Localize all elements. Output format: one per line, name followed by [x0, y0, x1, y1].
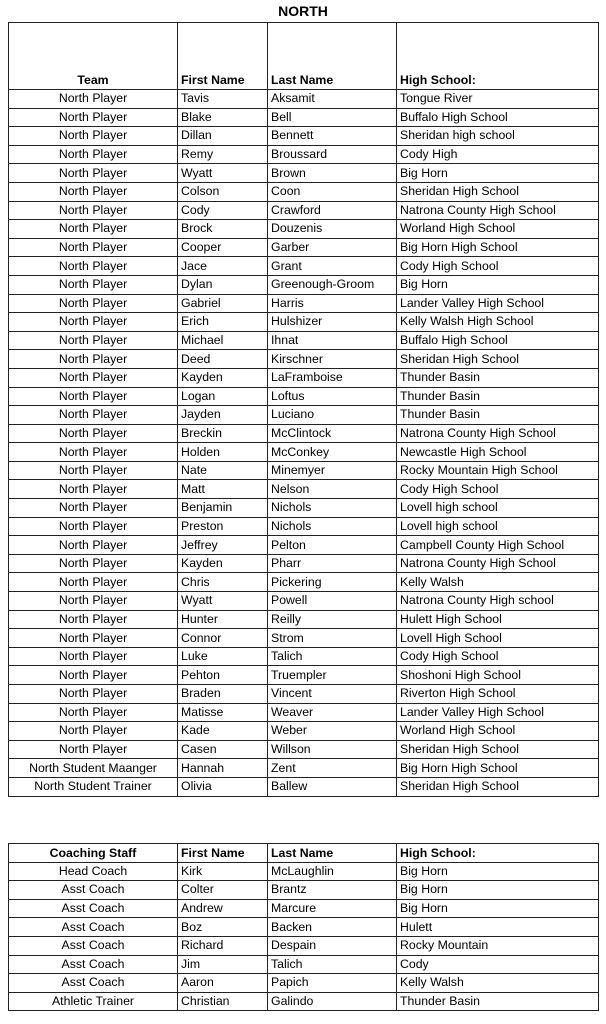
cell-last-name: Harris: [268, 294, 397, 313]
table-row: [9, 220, 599, 239]
cell-first-name: Breckin: [178, 424, 268, 443]
table-row: [9, 955, 599, 974]
table-row: [9, 127, 599, 146]
cell-role: North Player: [9, 573, 178, 592]
cell-role: Asst Coach: [9, 881, 178, 900]
header-high-school: High School:: [397, 844, 599, 863]
cell-first-name: Jeffrey: [178, 536, 268, 555]
cell-role: North Player: [9, 90, 178, 109]
cell-role: North Player: [9, 517, 178, 536]
table-row: [9, 350, 599, 369]
cell-role: North Student Trainer: [9, 777, 178, 796]
cell-first-name: Aaron: [178, 974, 268, 993]
cell-first-name: Deed: [178, 350, 268, 369]
cell-high-school: Sheridan high school: [397, 127, 599, 146]
cell-first-name: Cooper: [178, 238, 268, 257]
cell-high-school: Sheridan High School: [397, 182, 599, 201]
cell-first-name: Connor: [178, 629, 268, 648]
cell-role: North Player: [9, 220, 178, 239]
cell-last-name: Vincent: [268, 685, 397, 704]
table-row: [9, 443, 599, 462]
cell-role: North Player: [9, 350, 178, 369]
cell-first-name: Andrew: [178, 899, 268, 918]
cell-first-name: Preston: [178, 517, 268, 536]
cell-last-name: Weaver: [268, 703, 397, 722]
cell-first-name: Cody: [178, 201, 268, 220]
cell-role: Asst Coach: [9, 974, 178, 993]
cell-first-name: Remy: [178, 145, 268, 164]
cell-high-school: Kelly Walsh: [397, 974, 599, 993]
table-row: [9, 517, 599, 536]
cell-last-name: Backen: [268, 918, 397, 937]
header-last-name: Last Name: [268, 23, 397, 90]
cell-last-name: Garber: [268, 238, 397, 257]
table-row: [9, 862, 599, 881]
table-row: [9, 424, 599, 443]
cell-last-name: Greenough-Groom: [268, 275, 397, 294]
cell-role: North Player: [9, 424, 178, 443]
cell-role: Asst Coach: [9, 936, 178, 955]
cell-role: North Player: [9, 647, 178, 666]
cell-last-name: Grant: [268, 257, 397, 276]
cell-high-school: Cody: [397, 955, 599, 974]
cell-high-school: Tongue River: [397, 90, 599, 109]
cell-role: North Player: [9, 536, 178, 555]
cell-first-name: Tavis: [178, 90, 268, 109]
cell-first-name: Kayden: [178, 368, 268, 387]
cell-first-name: Jace: [178, 257, 268, 276]
table-row: [9, 331, 599, 350]
cell-high-school: Natrona County High school: [397, 592, 599, 611]
cell-high-school: Sheridan High School: [397, 777, 599, 796]
cell-high-school: Campbell County High School: [397, 536, 599, 555]
cell-last-name: Bennett: [268, 127, 397, 146]
cell-role: North Player: [9, 368, 178, 387]
header-coaching-staff: Coaching Staff: [9, 844, 178, 863]
cell-first-name: Luke: [178, 647, 268, 666]
cell-first-name: Jim: [178, 955, 268, 974]
cell-high-school: Cody High School: [397, 647, 599, 666]
cell-role: North Player: [9, 740, 178, 759]
cell-last-name: LaFramboise: [268, 368, 397, 387]
cell-high-school: Newcastle High School: [397, 443, 599, 462]
table-row: [9, 182, 599, 201]
cell-first-name: Christian: [178, 992, 268, 1011]
cell-role: North Player: [9, 313, 178, 332]
cell-first-name: Pehton: [178, 666, 268, 685]
cell-last-name: Marcure: [268, 899, 397, 918]
cell-last-name: Nichols: [268, 517, 397, 536]
cell-high-school: Thunder Basin: [397, 387, 599, 406]
cell-high-school: Big Horn High School: [397, 238, 599, 257]
table-row: [9, 610, 599, 629]
table-row: [9, 90, 599, 109]
cell-high-school: Rocky Mountain: [397, 936, 599, 955]
cell-last-name: McLaughlin: [268, 862, 397, 881]
table-row: [9, 722, 599, 741]
cell-first-name: Dylan: [178, 275, 268, 294]
cell-high-school: Big Horn: [397, 275, 599, 294]
cell-role: North Player: [9, 499, 178, 518]
cell-role: North Player: [9, 127, 178, 146]
page-title: NORTH: [278, 3, 328, 19]
table-row: [9, 275, 599, 294]
cell-role: North Player: [9, 145, 178, 164]
cell-high-school: Thunder Basin: [397, 368, 599, 387]
table-row: [9, 164, 599, 183]
cell-last-name: Coon: [268, 182, 397, 201]
table-row: [9, 108, 599, 127]
cell-high-school: Natrona County High School: [397, 201, 599, 220]
cell-high-school: Big Horn: [397, 881, 599, 900]
cell-role: North Player: [9, 554, 178, 573]
cell-first-name: Gabriel: [178, 294, 268, 313]
table-row: [9, 573, 599, 592]
table-row: [9, 666, 599, 685]
cell-last-name: Talich: [268, 955, 397, 974]
cell-last-name: Ihnat: [268, 331, 397, 350]
cell-first-name: Olivia: [178, 777, 268, 796]
table-row: [9, 406, 599, 425]
players-table: [8, 22, 599, 797]
cell-high-school: Lander Valley High School: [397, 294, 599, 313]
cell-role: North Player: [9, 108, 178, 127]
cell-role: North Player: [9, 201, 178, 220]
table-row: [9, 899, 599, 918]
table-row: [9, 881, 599, 900]
cell-first-name: Michael: [178, 331, 268, 350]
cell-last-name: Crawford: [268, 201, 397, 220]
cell-last-name: Broussard: [268, 145, 397, 164]
table-row: [9, 480, 599, 499]
cell-high-school: Sheridan High School: [397, 740, 599, 759]
table-row: [9, 647, 599, 666]
cell-high-school: Cody High School: [397, 480, 599, 499]
cell-high-school: Buffalo High School: [397, 331, 599, 350]
cell-high-school: Hulett High School: [397, 610, 599, 629]
table-row: [9, 368, 599, 387]
table-row: [9, 759, 599, 778]
cell-first-name: Brock: [178, 220, 268, 239]
cell-first-name: Braden: [178, 685, 268, 704]
cell-last-name: Galindo: [268, 992, 397, 1011]
cell-role: North Player: [9, 592, 178, 611]
cell-first-name: Hunter: [178, 610, 268, 629]
table-row: [9, 257, 599, 276]
cell-high-school: Big Horn: [397, 862, 599, 881]
cell-last-name: Loftus: [268, 387, 397, 406]
cell-last-name: Talich: [268, 647, 397, 666]
header-first-name: First Name: [178, 23, 268, 90]
table-row: [9, 592, 599, 611]
cell-role: North Player: [9, 443, 178, 462]
cell-first-name: Holden: [178, 443, 268, 462]
cell-role: North Player: [9, 331, 178, 350]
cell-first-name: Nate: [178, 461, 268, 480]
cell-last-name: Brantz: [268, 881, 397, 900]
table-row: [9, 499, 599, 518]
cell-last-name: Reilly: [268, 610, 397, 629]
table-row: [9, 313, 599, 332]
cell-high-school: Lander Valley High School: [397, 703, 599, 722]
cell-high-school: Rocky Mountain High School: [397, 461, 599, 480]
cell-last-name: Papich: [268, 974, 397, 993]
cell-first-name: Logan: [178, 387, 268, 406]
cell-last-name: Willson: [268, 740, 397, 759]
cell-role: North Player: [9, 722, 178, 741]
cell-last-name: Hulshizer: [268, 313, 397, 332]
cell-role: North Player: [9, 294, 178, 313]
table-row: [9, 685, 599, 704]
cell-first-name: Kayden: [178, 554, 268, 573]
cell-role: North Player: [9, 703, 178, 722]
cell-first-name: Dillan: [178, 127, 268, 146]
cell-role: North Player: [9, 406, 178, 425]
cell-last-name: McConkey: [268, 443, 397, 462]
cell-role: Head Coach: [9, 862, 178, 881]
cell-role: Athletic Trainer: [9, 992, 178, 1011]
cell-high-school: Worland High School: [397, 220, 599, 239]
cell-last-name: Truempler: [268, 666, 397, 685]
cell-first-name: Kade: [178, 722, 268, 741]
header-last-name: Last Name: [268, 844, 397, 863]
header-first-name: First Name: [178, 844, 268, 863]
cell-high-school: Natrona County High School: [397, 424, 599, 443]
table-row: [9, 974, 599, 993]
cell-high-school: Kelly Walsh High School: [397, 313, 599, 332]
cell-last-name: Luciano: [268, 406, 397, 425]
cell-last-name: Nelson: [268, 480, 397, 499]
cell-last-name: Douzenis: [268, 220, 397, 239]
table-row: [9, 201, 599, 220]
cell-high-school: Big Horn High School: [397, 759, 599, 778]
cell-first-name: Wyatt: [178, 164, 268, 183]
cell-high-school: Thunder Basin: [397, 406, 599, 425]
table-row: [9, 387, 599, 406]
cell-first-name: Benjamin: [178, 499, 268, 518]
cell-high-school: Lovell high school: [397, 517, 599, 536]
cell-role: North Player: [9, 182, 178, 201]
cell-high-school: Lovell high school: [397, 499, 599, 518]
cell-role: North Player: [9, 257, 178, 276]
cell-first-name: Erich: [178, 313, 268, 332]
header-team: Team: [9, 23, 178, 90]
cell-first-name: Hannah: [178, 759, 268, 778]
cell-last-name: Aksamit: [268, 90, 397, 109]
cell-role: North Player: [9, 666, 178, 685]
cell-last-name: Weber: [268, 722, 397, 741]
cell-first-name: Blake: [178, 108, 268, 127]
cell-first-name: Matisse: [178, 703, 268, 722]
cell-high-school: Worland High School: [397, 722, 599, 741]
cell-role: North Player: [9, 480, 178, 499]
cell-role: North Player: [9, 685, 178, 704]
table-row: [9, 918, 599, 937]
cell-last-name: Minemyer: [268, 461, 397, 480]
cell-last-name: Strom: [268, 629, 397, 648]
cell-first-name: Richard: [178, 936, 268, 955]
cell-first-name: Jayden: [178, 406, 268, 425]
cell-high-school: Thunder Basin: [397, 992, 599, 1011]
cell-last-name: Zent: [268, 759, 397, 778]
cell-last-name: Despain: [268, 936, 397, 955]
cell-role: North Player: [9, 275, 178, 294]
table-row: [9, 554, 599, 573]
cell-role: North Player: [9, 629, 178, 648]
cell-last-name: Pickering: [268, 573, 397, 592]
table-row: [9, 992, 599, 1011]
cell-high-school: Big Horn: [397, 164, 599, 183]
cell-first-name: Boz: [178, 918, 268, 937]
cell-high-school: Lovell High School: [397, 629, 599, 648]
cell-high-school: Cody High School: [397, 257, 599, 276]
cell-high-school: Big Horn: [397, 899, 599, 918]
coaching-staff-table: [8, 843, 599, 1011]
cell-role: Asst Coach: [9, 955, 178, 974]
cell-first-name: Matt: [178, 480, 268, 499]
cell-last-name: Bell: [268, 108, 397, 127]
cell-high-school: Cody High: [397, 145, 599, 164]
table-header-row: [9, 844, 599, 863]
table-row: [9, 936, 599, 955]
table-row: [9, 629, 599, 648]
cell-first-name: Chris: [178, 573, 268, 592]
cell-role: North Player: [9, 238, 178, 257]
cell-first-name: Kirk: [178, 862, 268, 881]
cell-high-school: Hulett: [397, 918, 599, 937]
table-row: [9, 703, 599, 722]
cell-role: Asst Coach: [9, 918, 178, 937]
table-row: [9, 740, 599, 759]
cell-last-name: Powell: [268, 592, 397, 611]
table-row: [9, 777, 599, 796]
cell-last-name: Brown: [268, 164, 397, 183]
cell-last-name: Kirschner: [268, 350, 397, 369]
table-row: [9, 461, 599, 480]
cell-first-name: Wyatt: [178, 592, 268, 611]
cell-role: North Player: [9, 610, 178, 629]
cell-first-name: Casen: [178, 740, 268, 759]
table-row: [9, 536, 599, 555]
cell-first-name: Colson: [178, 182, 268, 201]
cell-role: North Player: [9, 461, 178, 480]
cell-last-name: Pelton: [268, 536, 397, 555]
cell-last-name: McClintock: [268, 424, 397, 443]
cell-high-school: Shoshoni High School: [397, 666, 599, 685]
cell-last-name: Ballew: [268, 777, 397, 796]
cell-role: North Student Maanger: [9, 759, 178, 778]
header-high-school: High School:: [397, 23, 599, 90]
cell-high-school: Natrona County High School: [397, 554, 599, 573]
cell-high-school: Riverton High School: [397, 685, 599, 704]
cell-first-name: Colter: [178, 881, 268, 900]
cell-last-name: Pharr: [268, 554, 397, 573]
cell-role: North Player: [9, 164, 178, 183]
table-row: [9, 294, 599, 313]
cell-last-name: Nichols: [268, 499, 397, 518]
table-row: [9, 238, 599, 257]
cell-high-school: Buffalo High School: [397, 108, 599, 127]
cell-role: Asst Coach: [9, 899, 178, 918]
cell-high-school: Kelly Walsh: [397, 573, 599, 592]
table-header-row: [9, 23, 599, 90]
cell-high-school: Sheridan High School: [397, 350, 599, 369]
cell-role: North Player: [9, 387, 178, 406]
table-row: [9, 145, 599, 164]
